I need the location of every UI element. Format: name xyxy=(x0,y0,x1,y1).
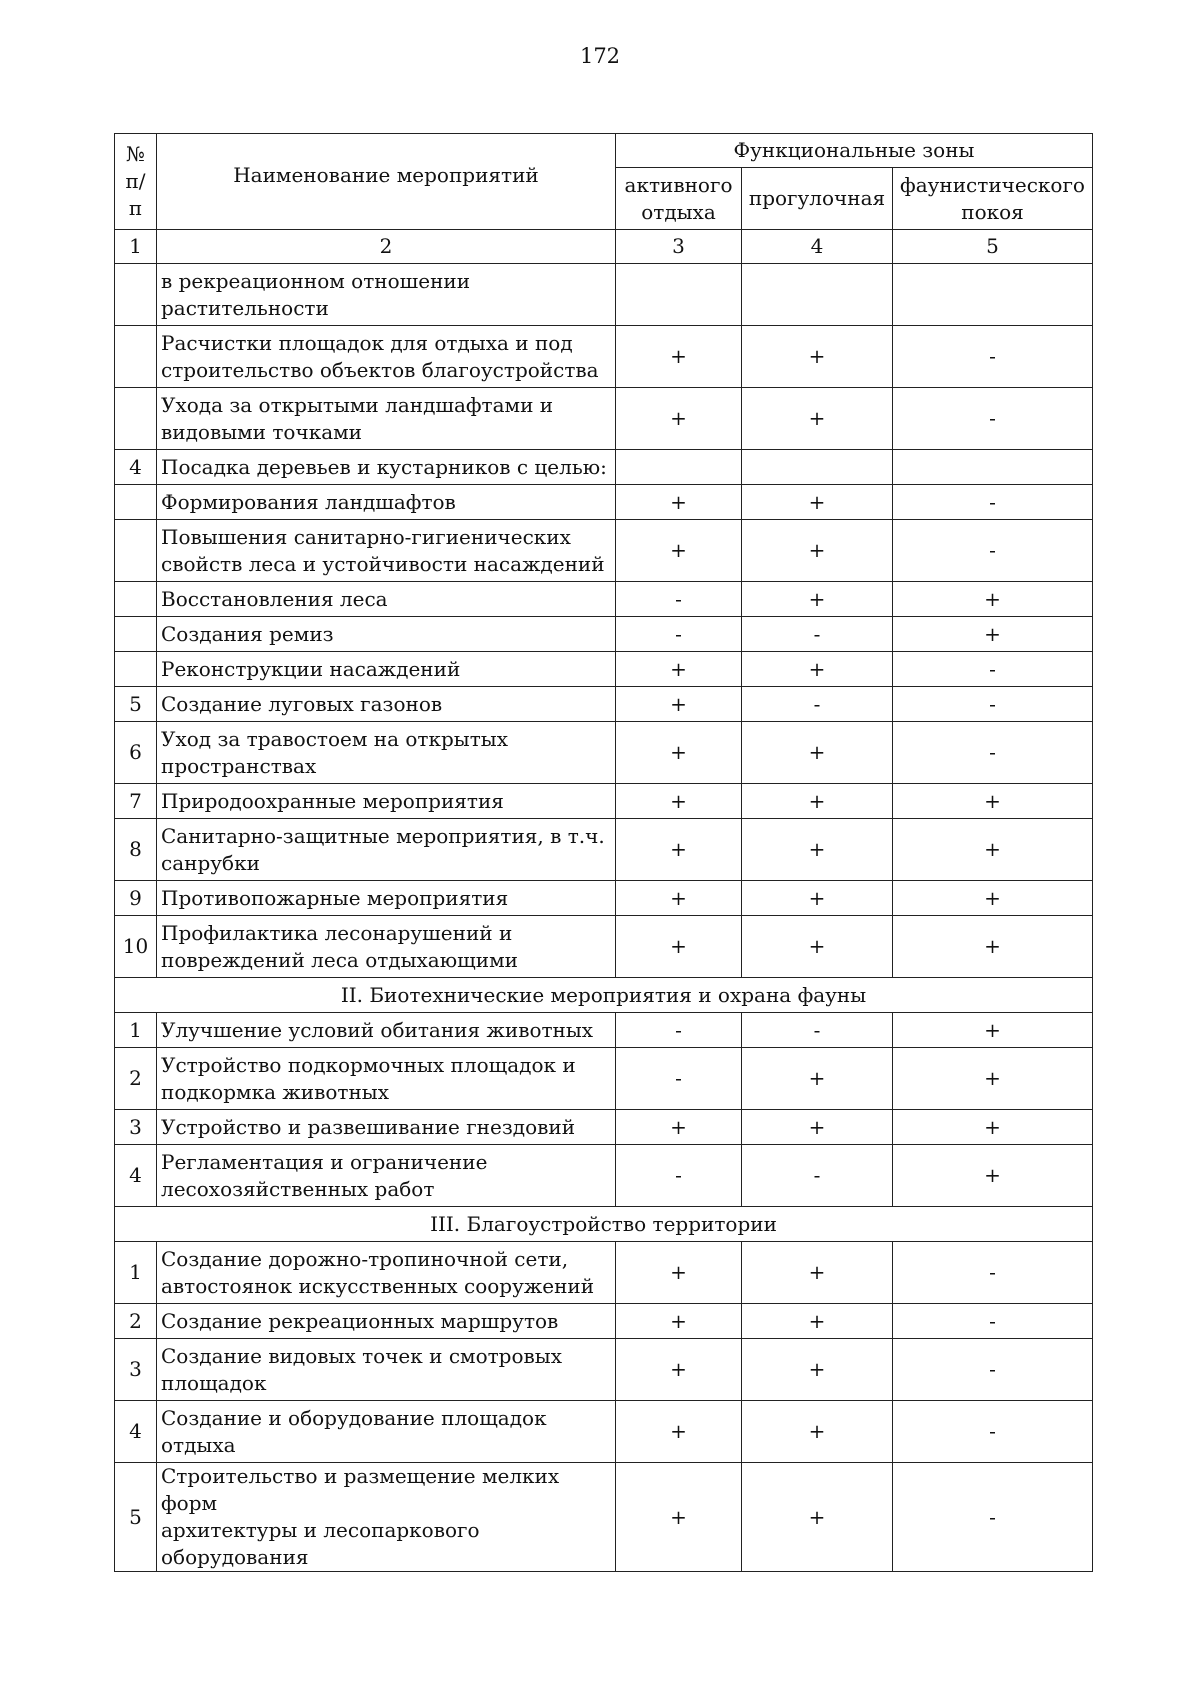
header-num-cell xyxy=(115,134,157,230)
row-number xyxy=(115,388,157,450)
table-row xyxy=(115,617,1093,652)
header-num-abbr: п/п xyxy=(125,169,146,220)
zone-walking-mark: + xyxy=(742,326,893,388)
zone-walking-mark: + xyxy=(742,784,893,819)
activity-name-line: Регламентация и ограничение xyxy=(161,1149,488,1174)
table-row xyxy=(115,916,1093,978)
zone-active-mark: + xyxy=(616,652,742,687)
row-number: 2 xyxy=(115,1048,157,1110)
page-number: 172 xyxy=(579,44,621,68)
zone-faunal-mark: - xyxy=(893,1463,1093,1572)
zone-faunal-mark: - xyxy=(893,520,1093,582)
header-zone-faunal xyxy=(893,168,1093,230)
table-row xyxy=(115,1048,1093,1110)
zone-active-mark: + xyxy=(616,1110,742,1145)
activity-name-line: Восстановления леса xyxy=(161,586,388,611)
activity-name-line: автостоянок искусственных сооружений xyxy=(161,1273,595,1298)
activity-name xyxy=(157,881,616,916)
row-number: 4 xyxy=(115,1401,157,1463)
zone-faunal-mark: - xyxy=(893,652,1093,687)
table-row xyxy=(115,722,1093,784)
column-number-row xyxy=(115,230,1093,264)
activity-name xyxy=(157,1242,616,1304)
zone-faunal-mark: - xyxy=(893,1242,1093,1304)
activity-name xyxy=(157,784,616,819)
table-row xyxy=(115,326,1093,388)
column-number-cell: 1 xyxy=(115,230,157,264)
row-number: 1 xyxy=(115,1013,157,1048)
zone-faunal-mark: - xyxy=(893,687,1093,722)
column-number-cell: 2 xyxy=(157,230,616,264)
activity-name xyxy=(157,450,616,485)
activity-name xyxy=(157,326,616,388)
zone-faunal-mark: - xyxy=(893,388,1093,450)
row-number: 1 xyxy=(115,1242,157,1304)
zone-walking-mark: + xyxy=(742,1110,893,1145)
activity-name-line: Создание рекреационных маршрутов xyxy=(161,1308,559,1333)
activity-name-line: пространствах xyxy=(161,753,317,778)
activity-name xyxy=(157,1401,616,1463)
zone-walking-mark xyxy=(742,450,893,485)
zone-walking-mark: + xyxy=(742,881,893,916)
header-name-cell xyxy=(157,134,616,230)
row-number xyxy=(115,617,157,652)
zone-faunal-mark: + xyxy=(893,784,1093,819)
activity-name xyxy=(157,582,616,617)
activity-name xyxy=(157,819,616,881)
zone-active-mark: + xyxy=(616,784,742,819)
zone-walking-mark: - xyxy=(742,1145,893,1207)
table-row xyxy=(115,450,1093,485)
activity-name-line: Устройство подкормочных площадок и xyxy=(161,1052,576,1077)
zone-faunal-mark: - xyxy=(893,722,1093,784)
activity-name-line: видовыми точками xyxy=(161,419,363,444)
zone-active-mark xyxy=(616,264,742,326)
activity-name-line: оборудования xyxy=(161,1545,309,1569)
activity-name-line: площадок xyxy=(161,1370,267,1395)
table-row xyxy=(115,520,1093,582)
header-zone-walking xyxy=(742,168,893,230)
zone-walking-mark: + xyxy=(742,819,893,881)
table-row xyxy=(115,1304,1093,1339)
column-number-cell: 4 xyxy=(742,230,893,264)
row-number: 4 xyxy=(115,1145,157,1207)
row-number: 6 xyxy=(115,722,157,784)
activities-table xyxy=(114,133,1093,1572)
activity-name-line: Устройство и развешивание гнездовий xyxy=(161,1114,576,1139)
table-row xyxy=(115,1242,1093,1304)
zone-active-mark: - xyxy=(616,1048,742,1110)
header-zone-active-line2: отдыха xyxy=(641,199,716,224)
activity-name-line: в рекреационном отношении xyxy=(161,268,471,293)
activity-name-line: архитектуры и лесопаркового xyxy=(161,1518,480,1542)
zone-active-mark xyxy=(616,450,742,485)
zone-walking-mark: + xyxy=(742,1242,893,1304)
activity-name-line: подкормка животных xyxy=(161,1079,389,1104)
section-header-row xyxy=(115,1207,1093,1242)
zone-faunal-mark: + xyxy=(893,916,1093,978)
table-row xyxy=(115,1145,1093,1207)
zone-walking-mark: + xyxy=(742,520,893,582)
zone-active-mark: + xyxy=(616,1304,742,1339)
activity-name xyxy=(157,520,616,582)
row-number: 8 xyxy=(115,819,157,881)
activity-name xyxy=(157,916,616,978)
zone-faunal-mark: + xyxy=(893,617,1093,652)
header-zone-active-line1: активного xyxy=(624,172,733,197)
activity-name-line: повреждений леса отдыхающими xyxy=(161,947,518,972)
activity-name-line: Создание и оборудование площадок xyxy=(161,1405,547,1430)
zone-faunal-mark: - xyxy=(893,1401,1093,1463)
activity-name xyxy=(157,1339,616,1401)
zone-faunal-mark xyxy=(893,264,1093,326)
header-zones-label: Функциональные зоны xyxy=(733,138,975,162)
column-number-cell: 3 xyxy=(616,230,742,264)
row-number: 3 xyxy=(115,1339,157,1401)
zone-faunal-mark: + xyxy=(893,1048,1093,1110)
row-number: 5 xyxy=(115,687,157,722)
activity-name-line: Улучшение условий обитания животных xyxy=(161,1017,594,1042)
section-title: III. Благоустройство территории xyxy=(115,1207,1093,1242)
activity-name-line: Создание луговых газонов xyxy=(161,691,443,716)
row-number: 7 xyxy=(115,784,157,819)
activity-name xyxy=(157,1048,616,1110)
activity-name-line: Природоохранные мероприятия xyxy=(161,788,504,813)
table-row xyxy=(115,1013,1093,1048)
header-num-symbol: № xyxy=(126,142,145,166)
zone-walking-mark: + xyxy=(742,1304,893,1339)
activity-name-line: Профилактика лесонарушений и xyxy=(161,920,513,945)
activity-name-line: Уход за травостоем на открытых xyxy=(161,726,508,751)
table-row xyxy=(115,687,1093,722)
row-number: 10 xyxy=(115,916,157,978)
table-row xyxy=(115,1339,1093,1401)
zone-walking-mark: + xyxy=(742,485,893,520)
activity-name xyxy=(157,264,616,326)
activity-name-line: Расчистки площадок для отдыха и под xyxy=(161,330,573,355)
zone-faunal-mark: + xyxy=(893,1013,1093,1048)
row-number xyxy=(115,520,157,582)
table-row xyxy=(115,582,1093,617)
zone-walking-mark: + xyxy=(742,1048,893,1110)
zone-walking-mark: - xyxy=(742,687,893,722)
activity-name-line: Создания ремиз xyxy=(161,621,334,646)
activity-name-line: лесохозяйственных работ xyxy=(161,1176,435,1201)
table-row xyxy=(115,881,1093,916)
row-number xyxy=(115,326,157,388)
zone-active-mark: - xyxy=(616,1145,742,1207)
zone-walking-mark: + xyxy=(742,652,893,687)
header-zone-faunal-line1: фаунистического xyxy=(900,172,1085,197)
header-zone-walking-label: прогулочная xyxy=(748,186,886,210)
zone-faunal-mark xyxy=(893,450,1093,485)
table-row xyxy=(115,485,1093,520)
activity-name-line: растительности xyxy=(161,295,329,320)
activity-name-line: Реконструкции насаждений xyxy=(161,656,461,681)
row-number xyxy=(115,582,157,617)
row-number: 5 xyxy=(115,1463,157,1572)
zone-walking-mark: + xyxy=(742,1339,893,1401)
header-zone-active xyxy=(616,168,742,230)
table-row xyxy=(115,1463,1093,1572)
table-row xyxy=(115,784,1093,819)
row-number xyxy=(115,652,157,687)
zone-active-mark: - xyxy=(616,1013,742,1048)
row-number xyxy=(115,485,157,520)
zone-active-mark: + xyxy=(616,722,742,784)
activity-name-line: Санитарно-защитные мероприятия, в т.ч. xyxy=(161,823,605,848)
zone-faunal-mark: - xyxy=(893,1304,1093,1339)
zone-active-mark: + xyxy=(616,1463,742,1572)
zone-active-mark: + xyxy=(616,326,742,388)
zone-faunal-mark: - xyxy=(893,326,1093,388)
zone-walking-mark: - xyxy=(742,617,893,652)
zone-active-mark: + xyxy=(616,520,742,582)
table-body xyxy=(115,134,1093,1572)
zone-active-mark: + xyxy=(616,485,742,520)
activity-name-line: санрубки xyxy=(161,850,260,875)
zone-walking-mark xyxy=(742,264,893,326)
table-row xyxy=(115,388,1093,450)
zone-walking-mark: + xyxy=(742,388,893,450)
activity-name xyxy=(157,1463,616,1572)
zone-faunal-mark: + xyxy=(893,819,1093,881)
zone-active-mark: - xyxy=(616,582,742,617)
table-row xyxy=(115,819,1093,881)
zone-walking-mark: + xyxy=(742,722,893,784)
table-row xyxy=(115,1110,1093,1145)
zone-faunal-mark: - xyxy=(893,485,1093,520)
activity-name-line: Ухода за открытыми ландшафтами и xyxy=(161,392,554,417)
activity-name xyxy=(157,652,616,687)
zone-faunal-mark: + xyxy=(893,881,1093,916)
zone-active-mark: + xyxy=(616,1242,742,1304)
zone-active-mark: + xyxy=(616,1339,742,1401)
section-title: II. Биотехнические мероприятия и охрана фауны xyxy=(115,978,1093,1013)
activity-name xyxy=(157,687,616,722)
zone-faunal-mark: + xyxy=(893,1110,1093,1145)
activity-name-line: Создание видовых точек и смотровых xyxy=(161,1343,562,1368)
activity-name-line: Создание дорожно-тропиночной сети, xyxy=(161,1246,569,1271)
activity-name xyxy=(157,722,616,784)
table-row xyxy=(115,1401,1093,1463)
activity-name-line: Посадка деревьев и кустарников с целью: xyxy=(161,454,607,479)
zone-active-mark: + xyxy=(616,1401,742,1463)
activity-name xyxy=(157,1013,616,1048)
column-number-cell: 5 xyxy=(893,230,1093,264)
activity-name xyxy=(157,1145,616,1207)
header-name-label: Наименование мероприятий xyxy=(233,163,539,187)
zone-active-mark: + xyxy=(616,819,742,881)
header-zone-faunal-line2: покоя xyxy=(961,199,1024,224)
zone-walking-mark: + xyxy=(742,916,893,978)
table-row xyxy=(115,652,1093,687)
zone-faunal-mark: - xyxy=(893,1339,1093,1401)
row-number: 2 xyxy=(115,1304,157,1339)
zone-active-mark: + xyxy=(616,687,742,722)
zone-walking-mark: + xyxy=(742,1463,893,1572)
zone-active-mark: + xyxy=(616,388,742,450)
row-number xyxy=(115,264,157,326)
zone-walking-mark: - xyxy=(742,1013,893,1048)
table-row xyxy=(115,264,1093,326)
row-number: 9 xyxy=(115,881,157,916)
activity-name-line: Повышения санитарно-гигиенических xyxy=(161,524,571,549)
zone-walking-mark: + xyxy=(742,582,893,617)
activity-name xyxy=(157,1304,616,1339)
activity-name-line: строительство объектов благоустройства xyxy=(161,357,599,382)
activity-name-line: Формирования ландшафтов xyxy=(161,489,456,514)
activity-name-line: Строительство и размещение мелких форм xyxy=(161,1464,560,1515)
zone-faunal-mark: + xyxy=(893,1145,1093,1207)
activity-name xyxy=(157,388,616,450)
activity-name xyxy=(157,617,616,652)
section-header-row xyxy=(115,978,1093,1013)
zone-active-mark: - xyxy=(616,617,742,652)
zone-active-mark: + xyxy=(616,881,742,916)
header-zones-cell xyxy=(616,134,1093,168)
zone-faunal-mark: + xyxy=(893,582,1093,617)
activity-name xyxy=(157,1110,616,1145)
activity-name-line: отдыха xyxy=(161,1432,236,1457)
row-number: 4 xyxy=(115,450,157,485)
zone-active-mark: + xyxy=(616,916,742,978)
activity-name xyxy=(157,485,616,520)
zone-walking-mark: + xyxy=(742,1401,893,1463)
activity-name-line: свойств леса и устойчивости насаждений xyxy=(161,551,605,576)
activity-name-line: Противопожарные мероприятия xyxy=(161,885,509,910)
header-row-1 xyxy=(115,134,1093,168)
row-number: 3 xyxy=(115,1110,157,1145)
